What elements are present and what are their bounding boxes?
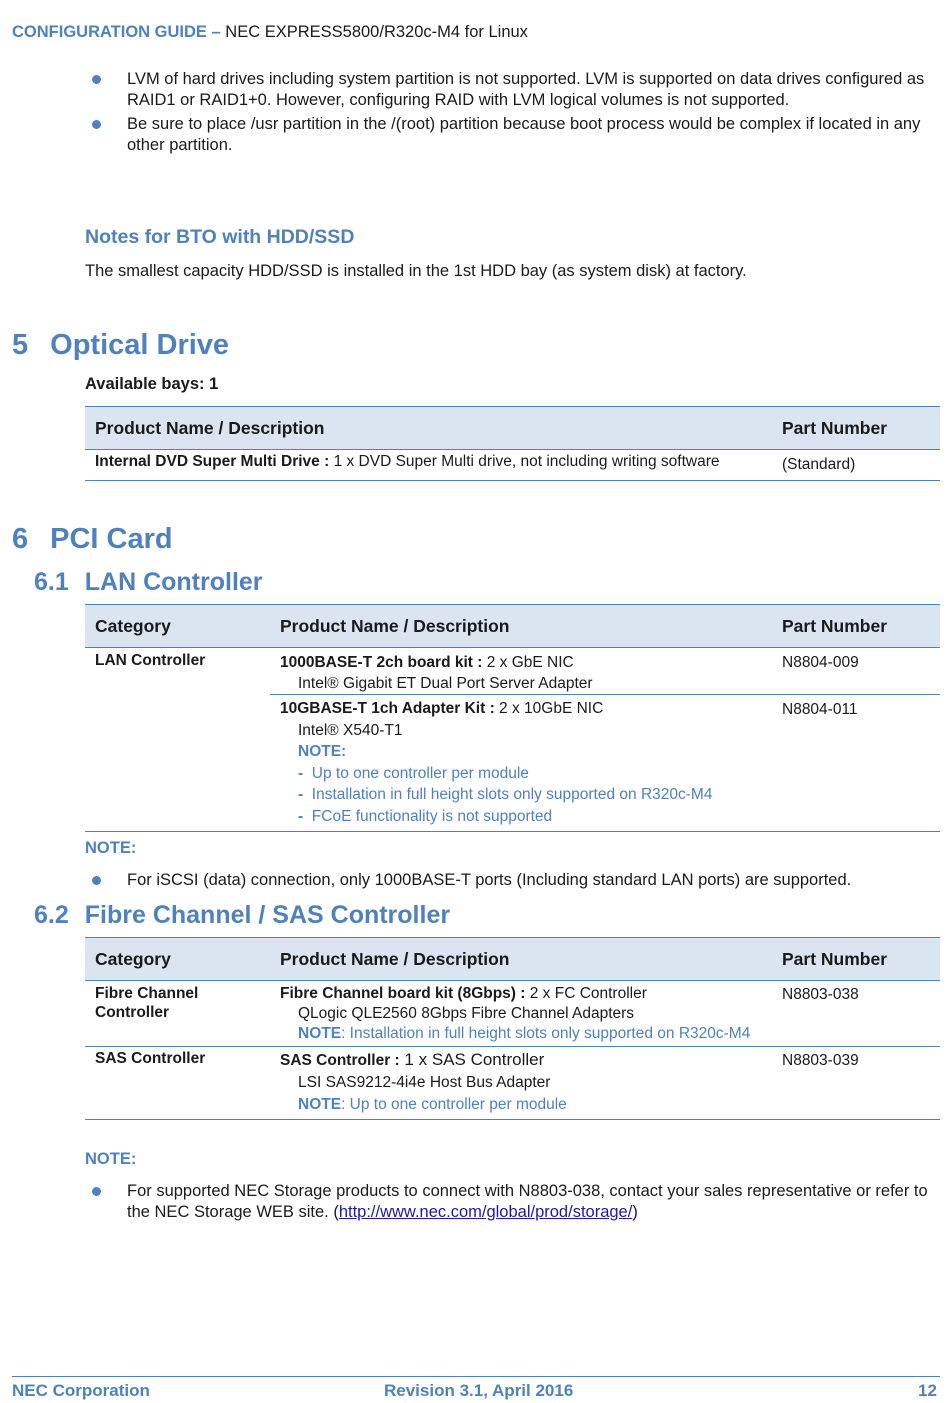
bullet-icon — [92, 120, 101, 129]
product-name: 1000BASE-T 2ch board kit : — [280, 654, 483, 671]
lan-note-label: NOTE: — [85, 839, 137, 857]
section-title: PCI Card — [50, 523, 173, 555]
product-name: Internal DVD Super Multi Drive : — [95, 453, 330, 470]
nec-storage-link[interactable]: http://www.nec.com/global/prod/storage/ — [338, 1203, 633, 1221]
product-name: Fibre Channel board kit (8Gbps) : — [280, 985, 526, 1002]
fc-sas-controller-table — [85, 937, 940, 1120]
section-title: Fibre Channel / SAS Controller — [84, 901, 451, 929]
product-sub: Intel® Gigabit ET Dual Port Server Adapter — [298, 675, 593, 692]
bto-heading: Notes for BTO with HDD/SSD — [85, 226, 355, 248]
section-6-1-heading — [34, 568, 263, 597]
table-row — [85, 1047, 940, 1120]
footer-revision: Revision 3.1, April 2016 — [384, 1381, 574, 1400]
bullet-text: Be sure to place /usr partition in the /(root) partition because boot process would be complex if located in any other partition. — [127, 115, 921, 154]
column-header: Product Name / Description — [85, 407, 772, 450]
bto-text: The smallest capacity HDD/SSD is installed in the 1st HDD bay (as system disk) at factory. — [85, 262, 747, 280]
table-row — [85, 450, 940, 481]
section-6-2-heading — [34, 901, 450, 930]
product-cell — [270, 648, 772, 695]
bullet-text: For supported NEC Storage products to connect with N8803-038, contact your sales representative or refer to the NEC Storage WEB site. ( — [127, 1182, 928, 1221]
product-name: SAS Controller : — [280, 1052, 400, 1069]
lan-controller-table — [85, 604, 940, 832]
section-number: 5 — [12, 329, 29, 361]
lan-note-list — [127, 870, 942, 891]
product-desc: 2 x FC Controller — [525, 985, 647, 1002]
product-cell — [270, 981, 772, 1047]
footer-page-number: 12 — [918, 1381, 937, 1400]
bullet-icon — [92, 1187, 101, 1196]
list-item — [127, 114, 942, 156]
header-title-rest: NEC EXPRESS5800/R320c-M4 for Linux — [220, 23, 528, 41]
product-sub: LSI SAS9212-4i4e Host Bus Adapter — [298, 1074, 551, 1091]
top-bullet-list — [127, 69, 942, 156]
list-item — [127, 1181, 942, 1223]
section-6-heading — [12, 523, 173, 556]
section-number: 6.2 — [34, 901, 69, 929]
bullet-text-end: ) — [632, 1203, 638, 1221]
product-desc: 1 x SAS Controller — [399, 1050, 545, 1069]
product-sub: Intel® X540-T1 — [298, 721, 403, 739]
part-number-cell: N8803-039 — [772, 1047, 940, 1120]
fc-note-list — [127, 1181, 942, 1223]
page-header — [12, 23, 528, 42]
product-cell — [85, 450, 772, 481]
column-header: Category — [85, 938, 270, 981]
note-item: - Up to one controller per module — [298, 764, 529, 782]
section-title: LAN Controller — [84, 568, 263, 596]
footer-company: NEC Corporation — [12, 1381, 150, 1400]
product-desc: 1 x DVD Super Multi drive, not including writing software — [329, 453, 720, 470]
column-header: Part Number — [772, 407, 940, 450]
column-header: Product Name / Description — [270, 938, 772, 981]
list-item — [127, 69, 942, 111]
category-cell: LAN Controller — [85, 648, 270, 832]
category-cell: Fibre Channel Controller — [85, 981, 270, 1047]
part-number-cell: N8803-038 — [772, 981, 940, 1047]
column-header: Category — [85, 605, 270, 648]
table-row — [85, 648, 940, 695]
section-number: 6.1 — [34, 568, 69, 596]
column-header: Product Name / Description — [270, 605, 772, 648]
part-number-cell: N8804-011 — [772, 695, 940, 832]
product-desc: 2 x GbE NIC — [482, 654, 574, 671]
table-header-row — [85, 938, 940, 981]
product-sub: QLogic QLE2560 8Gbps Fibre Channel Adapters — [298, 1005, 635, 1022]
fc-note-label: NOTE: — [85, 1150, 137, 1168]
footer-divider — [12, 1376, 940, 1377]
table-header-row — [85, 605, 940, 648]
category-cell: SAS Controller — [85, 1047, 270, 1120]
bullet-icon — [92, 75, 101, 84]
bullet-text: For iSCSI (data) connection, only 1000BASE-T ports (Including standard LAN ports) are supported. — [127, 871, 852, 889]
note-item: - FCoE functionality is not supported — [298, 807, 553, 825]
table-header-row — [85, 407, 940, 450]
section-5-heading — [12, 329, 229, 362]
row-note: NOTE: Up to one controller per module — [298, 1096, 567, 1113]
header-title-bold: CONFIGURATION GUIDE – — [12, 23, 221, 41]
row-note: NOTE: Installation in full height slots only supported on R320c-M4 — [298, 1025, 751, 1042]
note-label: NOTE: — [298, 743, 347, 760]
part-number-cell: N8804-009 — [772, 648, 940, 695]
bullet-icon — [92, 876, 101, 885]
bullet-text: LVM of hard drives including system partition is not supported. LVM is supported on data drives configured as RAID1 or RAID1+0. However, configuring RAID with LVM logical volumes is not supported. — [127, 70, 925, 109]
available-bays: Available bays: 1 — [85, 375, 219, 393]
section-title: Optical Drive — [50, 329, 230, 361]
product-name: 10GBASE-T 1ch Adapter Kit : — [280, 700, 495, 717]
note-item: - Installation in full height slots only supported on R320c-M4 — [298, 786, 713, 803]
column-header: Part Number — [772, 605, 940, 648]
product-cell — [270, 1047, 772, 1120]
section-number: 6 — [12, 523, 29, 555]
column-header: Part Number — [772, 938, 940, 981]
product-desc: 2 x 10GbE NIC — [494, 700, 604, 717]
part-number-cell: (Standard) — [782, 456, 856, 473]
table-row — [85, 981, 940, 1047]
product-cell — [270, 695, 772, 832]
list-item — [127, 870, 942, 891]
optical-drive-table — [85, 406, 940, 481]
